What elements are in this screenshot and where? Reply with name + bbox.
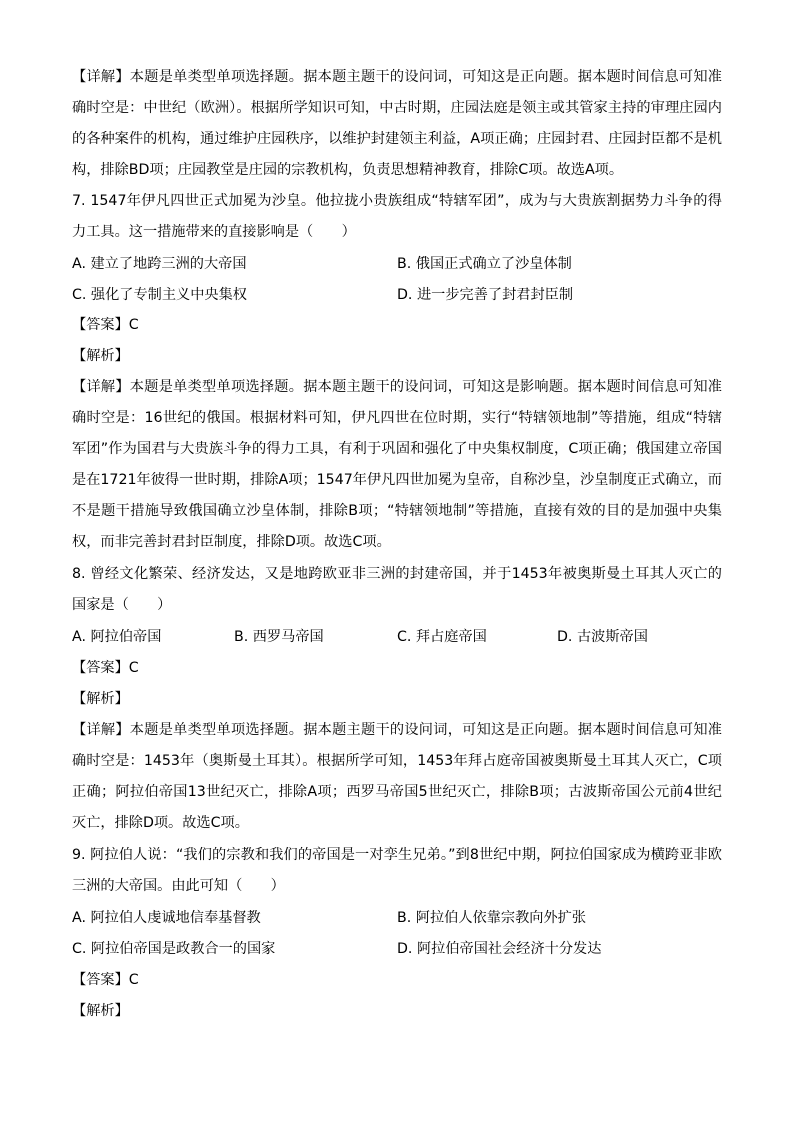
q9-option-b[interactable]: B. 阿拉伯人依靠宗教向外扩张 [397,910,587,926]
q8-option-d[interactable]: D. 古波斯帝国 [557,629,648,645]
q7-analysis-label: 【解析】 [72,348,129,364]
question-7-stem [72,186,722,248]
q8-analysis-label: 【解析】 [72,691,129,707]
detail-block-6 [72,62,722,186]
question-9-stem [72,840,722,902]
q8-option-a[interactable]: A. 阿拉伯帝国 [72,629,162,645]
question-8-stem [72,559,722,621]
q9-option-a[interactable]: A. 阿拉伯人虔诚地信奉基督教 [72,910,261,926]
q7-answer: 【答案】C [72,317,139,333]
q7-option-b[interactable]: B. 俄国正式确立了沙皇体制 [397,256,572,272]
q9-option-d[interactable]: D. 阿拉伯帝国社会经济十分发达 [397,941,602,957]
q7-option-c[interactable]: C. 强化了专制主义中央集权 [72,287,247,303]
q8-answer: 【答案】C [72,660,139,676]
detail-text: 【详解】本题是单类型单项选择题。据本题主题干的设问词，可知这是正向题。据本题时间信息可知准确时空是：中世纪（欧洲）。根据所学知识可知，中古时期，庄园法庭是领主或其管家主持的审理庄园内的各种案件的机构，通过维护庄园秩序，以维护封建领主利益，A项正确；庄园封君、庄园封臣都不是机构，排除BD项；庄园教堂是庄园的宗教机构，负责思想精神教育，排除C项。故选A项。 [72,69,722,178]
q7-option-d[interactable]: D. 进一步完善了封君封臣制 [397,287,574,303]
q9-answer: 【答案】C [72,972,139,988]
q9-option-c[interactable]: C. 阿拉伯帝国是政教合一的国家 [72,941,276,957]
q8-detail [72,715,722,839]
question-text: 9. 阿拉伯人说：“我们的宗教和我们的帝国是一对孪生兄弟。”到8世纪中期，阿拉伯国家成为横跨亚非欧三洲的大帝国。由此可知（ ） [72,847,722,894]
q8-option-b[interactable]: B. 西罗马帝国 [234,629,324,645]
detail-text: 【详解】本题是单类型单项选择题。据本题主题干的设问词，可知这是影响题。据本题时间信息可知准确时空是：16世纪的俄国。根据材料可知，伊凡四世在位时期，实行“特辖领地制”等措施，组成“特辖军团”作为国君与大贵族斗争的得力工具，有利于巩固和强化了中央集权制度，C项正确；俄国建立帝国是在1721年彼得一世时期，排除A项；1547年伊凡四世加冕为皇帝，自称沙皇，沙皇制度正式确立，而不是题干措施导致俄国确立沙皇体制，排除B项；“特辖领地制”等措施，直接有效的目的是加强中央集权，而非完善封君封臣制度，排除D项。故选C项。 [72,379,722,550]
q8-option-c[interactable]: C. 拜占庭帝国 [397,629,487,645]
question-text: 8. 曾经文化繁荣、经济发达，又是地跨欧亚非三洲的封建帝国，并于1453年被奥斯曼土耳其人灭亡的国家是（ ） [72,566,722,613]
question-text: 7. 1547年伊凡四世正式加冕为沙皇。他拉拢小贵族组成“特辖军团”，成为与大贵族割据势力斗争的得力工具。这一措施带来的直接影响是（ ） [72,193,722,240]
q7-option-a[interactable]: A. 建立了地跨三洲的大帝国 [72,256,247,272]
q9-analysis-label: 【解析】 [72,1003,129,1019]
q7-detail [72,372,722,558]
detail-text: 【详解】本题是单类型单项选择题。据本题主题干的设问词，可知这是正向题。据本题时间信息可知准确时空是：1453年（奥斯曼土耳其）。根据所学可知，1453年拜占庭帝国被奥斯曼土耳其人灭亡，C项正确；阿拉伯帝国13世纪灭亡，排除A项；西罗马帝国5世纪灭亡，排除B项；古波斯帝国公元前4世纪灭亡，排除D项。故选C项。 [72,722,722,831]
